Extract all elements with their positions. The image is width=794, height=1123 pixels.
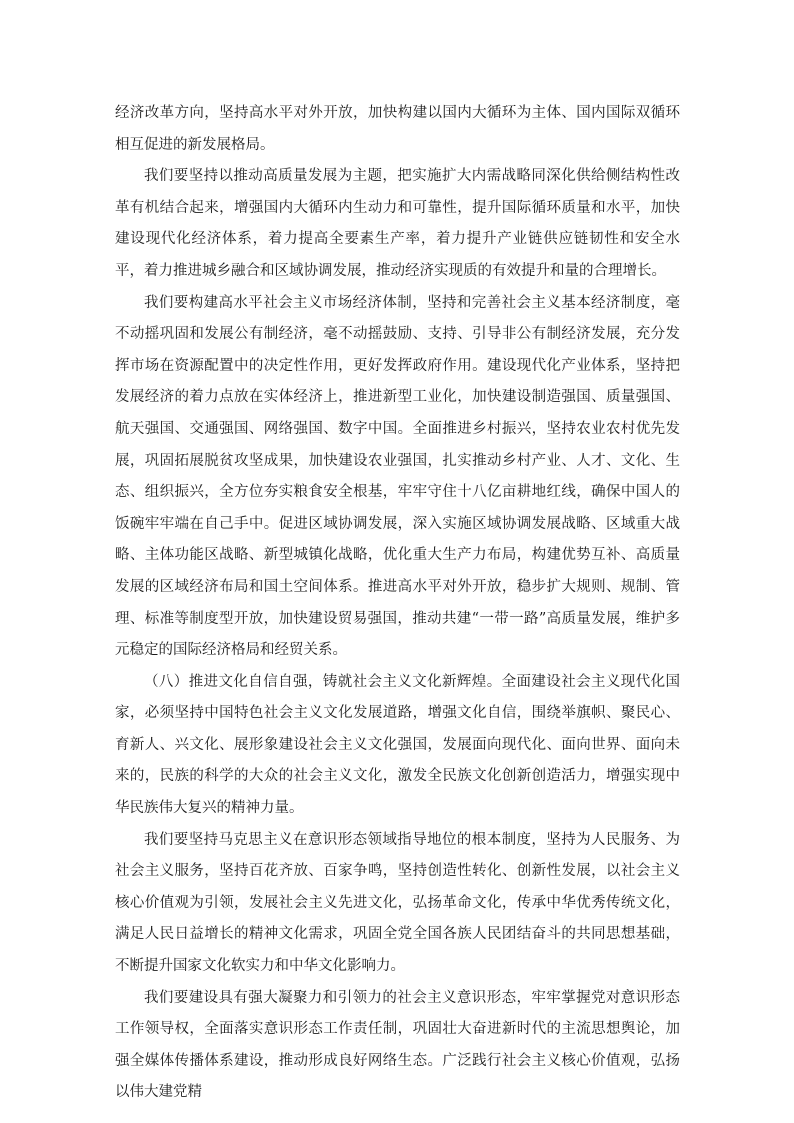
paragraph-cultural-confidence: （八）推进文化自信自强，铸就社会主义文化新辉煌。全面建设社会主义现代化国家，必须坚持中国特色社会主义文化发展道路，增强文化自信，围绕举旗帜、聚民心、育新人、兴文化、展形象建设社会主义文化强国，发展面向现代化、面向世界、面向未来的，民族的科学的大众的社会主义文化，激发全民族文化创新创造活力，增强实现中华民族伟大复兴的精神力量。 <box>115 673 680 817</box>
document-page <box>115 98 680 1109</box>
paragraph-marxism-ideology: 我们要坚持马克思主义在意识形态领域指导地位的根本制度，坚持为人民服务、为社会主义服务，坚持百花齐放、百家争鸣，坚持创造性转化、创新性发展，以社会主义核心价值观为引领，发展社会主义先进文化，弘扬革命文化，传承中华优秀传统文化，满足人民日益增长的精神文化需求，巩固全党全国各族人民团结奋斗的共同思想基础，不断提升国家文化软实力和中华文化影响力。 <box>115 831 680 975</box>
paragraph-high-quality-development: 我们要坚持以推动高质量发展为主题，把实施扩大内需战略同深化供给侧结构性改革有机结合起来，增强国内大循环内生动力和可靠性，提升国际循环质量和水平，加快建设现代化经济体系，着力提高全要素生产率，着力提升产业链供应链韧性和安全水平，着力推进城乡融合和区域协调发展，推动经济实现质的有效提升和量的合理增长。 <box>115 168 680 279</box>
paragraph-continuation: 经济改革方向，坚持高水平对外开放，加快构建以国内大循环为主体、国内国际双循环相互促进的新发展格局。 <box>115 105 680 153</box>
paragraph-market-economy: 我们要构建高水平社会主义市场经济体制，坚持和完善社会主义基本经济制度，毫不动摇巩固和发展公有制经济，毫不动摇鼓励、支持、引导非公有制经济发展，充分发挥市场在资源配置中的决定性作用，更好发挥政府作用。建设现代化产业体系，坚持把发展经济的着力点放在实体经济上，推进新型工业化，加快建设制造强国、质量强国、航天强国、交通强国、网络强国、数字中国。全面推进乡村振兴，坚持农业农村优先发展，巩固拓展脱贫攻坚成果，加快建设农业强国，扎实推动乡村产业、人才、文化、生态、组织振兴，全方位夯实粮食安全根基，牢牢守住十八亿亩耕地红线，确保中国人的饭碗牢牢端在自己手中。促进区域协调发展，深入实施区域协调发展战略、区域重大战略、主体功能区战略、新型城镇化战略，优化重大生产力布局，构建优势互补、高质量发展的区域经济布局和国土空间体系。推进高水平对外开放，稳步扩大规则、规制、管理、标准等制度型开放，加快建设贸易强国，推动共建“一带一路”高质量发展，维护多元稳定的国际经济格局和经贸关系。 <box>115 294 680 659</box>
paragraph-socialist-ideology: 我们要建设具有强大凝聚力和引领力的社会主义意识形态，牢牢掌握党对意识形态工作领导权，全面落实意识形态工作责任制，巩固壮大奋进新时代的主流思想舆论，加强全媒体传播体系建设，推动形成良好网络生态。广泛践行社会主义核心价值观，弘扬以伟大建党精 <box>115 989 680 1101</box>
